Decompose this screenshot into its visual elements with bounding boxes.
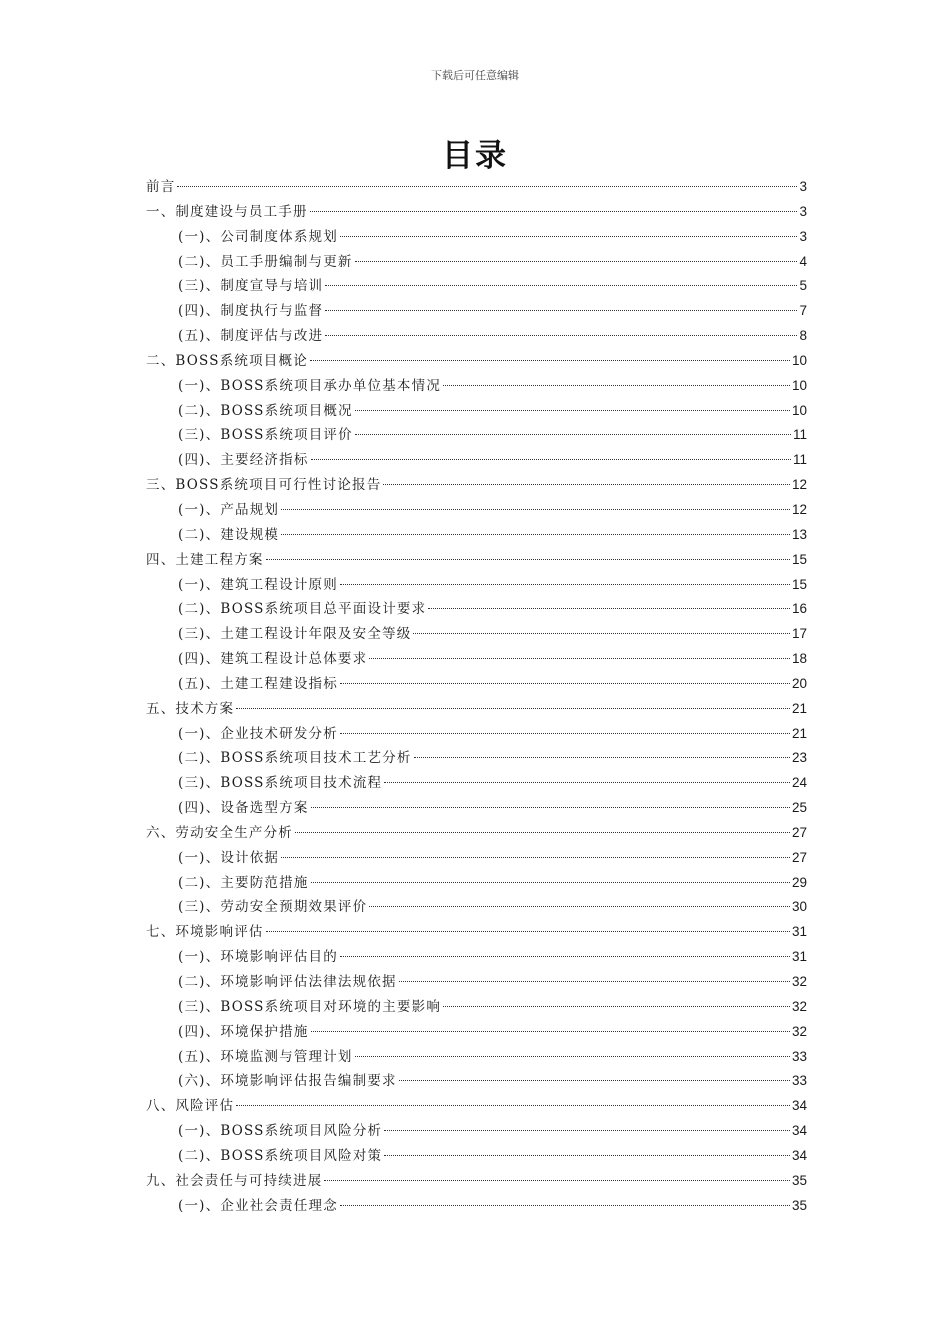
toc-section-entry[interactable] (146, 622, 807, 647)
toc-entry-label: (二)、BOSS系统项目风险对策 (178, 1147, 383, 1164)
toc-page-number: 3 (799, 179, 807, 194)
toc-section-entry[interactable] (146, 274, 807, 299)
toc-dot-leader (428, 608, 790, 609)
toc-page-number: 15 (791, 551, 807, 567)
toc-section-entry[interactable] (146, 846, 807, 871)
toc-dot-leader (443, 385, 790, 386)
toc-entry-label: 前言 (146, 179, 176, 195)
toc-page-number: 32 (791, 974, 807, 989)
toc-dot-leader (281, 509, 790, 510)
toc-dot-leader (399, 1080, 790, 1081)
toc-entry-label: (六)、环境影响评估报告编制要求 (178, 1073, 397, 1090)
table-of-contents (146, 175, 807, 1218)
toc-dot-leader (236, 708, 790, 709)
toc-dot-leader (325, 335, 797, 336)
toc-dot-leader (295, 832, 790, 833)
toc-entry-label: (一)、公司制度体系规划 (178, 228, 338, 245)
toc-dot-leader (384, 1155, 790, 1156)
toc-section-entry[interactable] (146, 399, 807, 424)
toc-section-entry[interactable] (146, 746, 807, 771)
toc-dot-leader (355, 410, 790, 411)
toc-entry-label: (三)、BOSS系统项目评价 (178, 427, 353, 444)
toc-page-number: 35 (791, 1197, 807, 1213)
toc-entry-label: (二)、建设规模 (178, 526, 280, 543)
toc-dot-leader (311, 882, 790, 883)
toc-section-entry[interactable] (146, 1045, 807, 1070)
toc-dot-leader (340, 683, 790, 684)
toc-section-entry[interactable] (146, 324, 807, 349)
toc-entry-label: (一)、BOSS系统项目承办单位基本情况 (178, 377, 442, 394)
toc-entry-label: 三、BOSS系统项目可行性讨论报告 (146, 477, 382, 494)
toc-section-entry[interactable] (146, 970, 807, 995)
toc-chapter-entry[interactable] (146, 548, 807, 573)
toc-entry-label: (四)、环境保护措施 (178, 1023, 309, 1040)
toc-page-number: 10 (791, 402, 807, 418)
toc-page-number: 17 (791, 626, 807, 642)
toc-page-number: 33 (791, 1048, 807, 1064)
toc-entry-label: (二)、环境影响评估法律法规依据 (178, 974, 397, 990)
toc-entry-label: (二)、BOSS系统项目概况 (178, 402, 353, 419)
toc-entry-label: (四)、建筑工程设计总体要求 (178, 651, 368, 668)
toc-page-number: 12 (791, 477, 807, 493)
toc-entry-label: 九、社会责任与可持续进展 (146, 1172, 323, 1189)
toc-dot-leader (311, 459, 791, 460)
toc-dot-leader (324, 1180, 790, 1181)
toc-chapter-entry[interactable] (146, 697, 807, 722)
toc-chapter-entry[interactable] (146, 349, 807, 374)
toc-page-number: 31 (791, 924, 807, 940)
toc-entry-label: (四)、设备选型方案 (178, 800, 309, 817)
toc-chapter-entry[interactable] (146, 1169, 807, 1194)
toc-page-number: 5 (799, 278, 807, 294)
toc-dot-leader (340, 1205, 790, 1206)
toc-section-entry[interactable] (146, 945, 807, 970)
toc-entry-label: (一)、企业技术研发分析 (178, 725, 338, 742)
toc-dot-leader (413, 633, 790, 634)
toc-dot-leader (340, 236, 798, 237)
toc-page-number: 32 (791, 1023, 807, 1039)
toc-entry-label: 二、BOSS系统项目概论 (146, 352, 308, 369)
toc-page-number: 31 (791, 949, 807, 965)
toc-page-number: 21 (791, 700, 807, 716)
toc-entry-label: (五)、环境监测与管理计划 (178, 1048, 353, 1065)
toc-section-entry[interactable] (146, 771, 807, 796)
toc-entry-label: (五)、制度评估与改进 (178, 328, 324, 345)
toc-entry-label: (四)、制度执行与监督 (178, 303, 324, 320)
toc-section-entry[interactable] (146, 374, 807, 399)
toc-entry-label: (一)、BOSS系统项目风险分析 (178, 1123, 383, 1140)
toc-section-entry[interactable] (146, 225, 807, 250)
toc-dot-leader (340, 956, 790, 957)
toc-entry-label: 一、制度建设与员工手册 (146, 203, 308, 220)
header-note: 下载后可任意编辑 (431, 69, 519, 82)
toc-section-entry[interactable] (146, 423, 807, 448)
toc-entry-label: (二)、BOSS系统项目总平面设计要求 (178, 601, 427, 618)
toc-entry-label: 八、风险评估 (146, 1098, 235, 1115)
toc-section-entry[interactable] (146, 647, 807, 672)
toc-dot-leader (369, 906, 790, 907)
toc-page-number: 34 (791, 1147, 807, 1163)
toc-page-number: 10 (791, 377, 807, 393)
toc-page-number: 25 (791, 800, 807, 816)
toc-dot-leader (340, 584, 790, 585)
toc-entry-label: 六、劳动安全生产分析 (146, 824, 293, 841)
toc-page-number: 3 (799, 203, 807, 219)
toc-dot-leader (281, 857, 790, 858)
toc-entry-label: (四)、主要经济指标 (178, 452, 309, 469)
toc-section-entry[interactable] (146, 796, 807, 821)
toc-page-number: 4 (799, 253, 807, 269)
toc-section-entry[interactable] (146, 448, 807, 473)
toc-dot-leader (399, 981, 790, 982)
toc-entry-label: (二)、员工手册编制与更新 (178, 253, 353, 270)
toc-section-entry[interactable] (146, 895, 807, 920)
toc-entry-label: (一)、建筑工程设计原则 (178, 576, 338, 593)
toc-dot-leader (311, 807, 790, 808)
toc-dot-leader (311, 1031, 790, 1032)
toc-page-number: 32 (791, 998, 807, 1014)
toc-page-number: 20 (791, 675, 807, 691)
toc-section-entry[interactable] (146, 498, 807, 523)
toc-dot-leader (355, 434, 791, 435)
toc-page-number: 13 (791, 526, 807, 542)
page-title: 目录 (442, 138, 508, 174)
toc-entry-label: (三)、土建工程设计年限及安全等级 (178, 626, 412, 643)
toc-page-number: 11 (792, 427, 807, 443)
toc-section-entry[interactable] (146, 597, 807, 622)
toc-page-number: 18 (791, 651, 807, 667)
toc-entry-label: (三)、BOSS系统项目技术流程 (178, 775, 383, 792)
toc-page-number: 3 (799, 228, 807, 244)
toc-entry-label: (一)、企业社会责任理念 (178, 1197, 338, 1214)
toc-dot-leader (384, 782, 790, 783)
toc-dot-leader (281, 534, 790, 535)
toc-chapter-entry[interactable] (146, 920, 807, 945)
toc-chapter-entry[interactable] (146, 821, 807, 846)
toc-section-entry[interactable] (146, 523, 807, 548)
toc-dot-leader (325, 310, 797, 311)
toc-page-number: 12 (791, 501, 807, 517)
toc-entry-label: (二)、主要防范措施 (178, 874, 309, 891)
toc-dot-leader (236, 1105, 790, 1106)
toc-section-entry[interactable] (146, 573, 807, 598)
toc-page-number: 29 (791, 874, 807, 890)
toc-page-number: 33 (791, 1073, 807, 1089)
toc-page-number: 15 (791, 576, 807, 592)
toc-entry-label: (三)、BOSS系统项目对环境的主要影响 (178, 998, 442, 1015)
toc-dot-leader (340, 733, 790, 734)
toc-section-entry[interactable] (146, 672, 807, 697)
toc-dot-leader (266, 931, 790, 932)
toc-section-entry[interactable] (146, 995, 807, 1020)
toc-entry-label: (三)、劳动安全预期效果评价 (178, 899, 368, 916)
toc-page-number: 23 (791, 750, 807, 766)
toc-chapter-entry[interactable] (146, 1094, 807, 1119)
toc-entry-label: (三)、制度宣导与培训 (178, 278, 324, 295)
toc-section-entry[interactable] (146, 871, 807, 896)
toc-entry-label: (五)、土建工程建设指标 (178, 675, 338, 692)
toc-entry-label: (二)、BOSS系统项目技术工艺分析 (178, 750, 412, 767)
toc-section-entry[interactable] (146, 1020, 807, 1045)
toc-section-entry[interactable] (146, 1119, 807, 1144)
toc-dot-leader (383, 484, 790, 485)
toc-entry-label: 七、环境影响评估 (146, 924, 264, 941)
toc-dot-leader (355, 1056, 790, 1057)
toc-section-entry[interactable] (146, 250, 807, 275)
toc-page-number: 16 (791, 601, 807, 617)
toc-entry-label: (一)、环境影响评估目的 (178, 949, 338, 966)
toc-entry-label: (一)、产品规划 (178, 501, 280, 518)
toc-section-entry[interactable] (146, 1194, 807, 1219)
toc-dot-leader (384, 1130, 790, 1131)
toc-section-entry[interactable] (146, 1069, 807, 1094)
toc-chapter-entry[interactable] (146, 200, 807, 225)
toc-entry-label: 四、土建工程方案 (146, 551, 264, 568)
toc-page-number: 35 (791, 1172, 807, 1188)
toc-dot-leader (355, 261, 798, 262)
toc-dot-leader (310, 211, 798, 212)
toc-page-number: 27 (791, 824, 807, 840)
toc-dot-leader (310, 360, 790, 361)
toc-page-number: 21 (791, 725, 807, 741)
toc-entry-label: (一)、设计依据 (178, 849, 280, 866)
toc-page-number: 34 (791, 1123, 807, 1139)
toc-section-entry[interactable] (146, 1144, 807, 1169)
toc-dot-leader (443, 1006, 790, 1007)
toc-dot-leader (369, 658, 790, 659)
toc-dot-leader (414, 757, 790, 758)
toc-chapter-entry[interactable] (146, 473, 807, 498)
toc-page-number: 7 (799, 303, 807, 319)
toc-page-number: 30 (791, 899, 807, 915)
toc-page-number: 24 (791, 775, 807, 791)
toc-dot-leader (266, 559, 790, 560)
toc-entry-label: 五、技术方案 (146, 700, 235, 717)
toc-page-number: 11 (792, 452, 807, 468)
toc-page-number: 8 (799, 328, 807, 344)
toc-page-number: 27 (791, 849, 807, 865)
toc-section-entry[interactable] (146, 722, 807, 747)
toc-page-number: 34 (791, 1098, 807, 1114)
toc-page-number: 10 (791, 352, 807, 368)
toc-dot-leader (325, 285, 797, 286)
toc-dot-leader (177, 186, 797, 187)
toc-chapter-entry[interactable] (146, 175, 807, 200)
toc-section-entry[interactable] (146, 299, 807, 324)
